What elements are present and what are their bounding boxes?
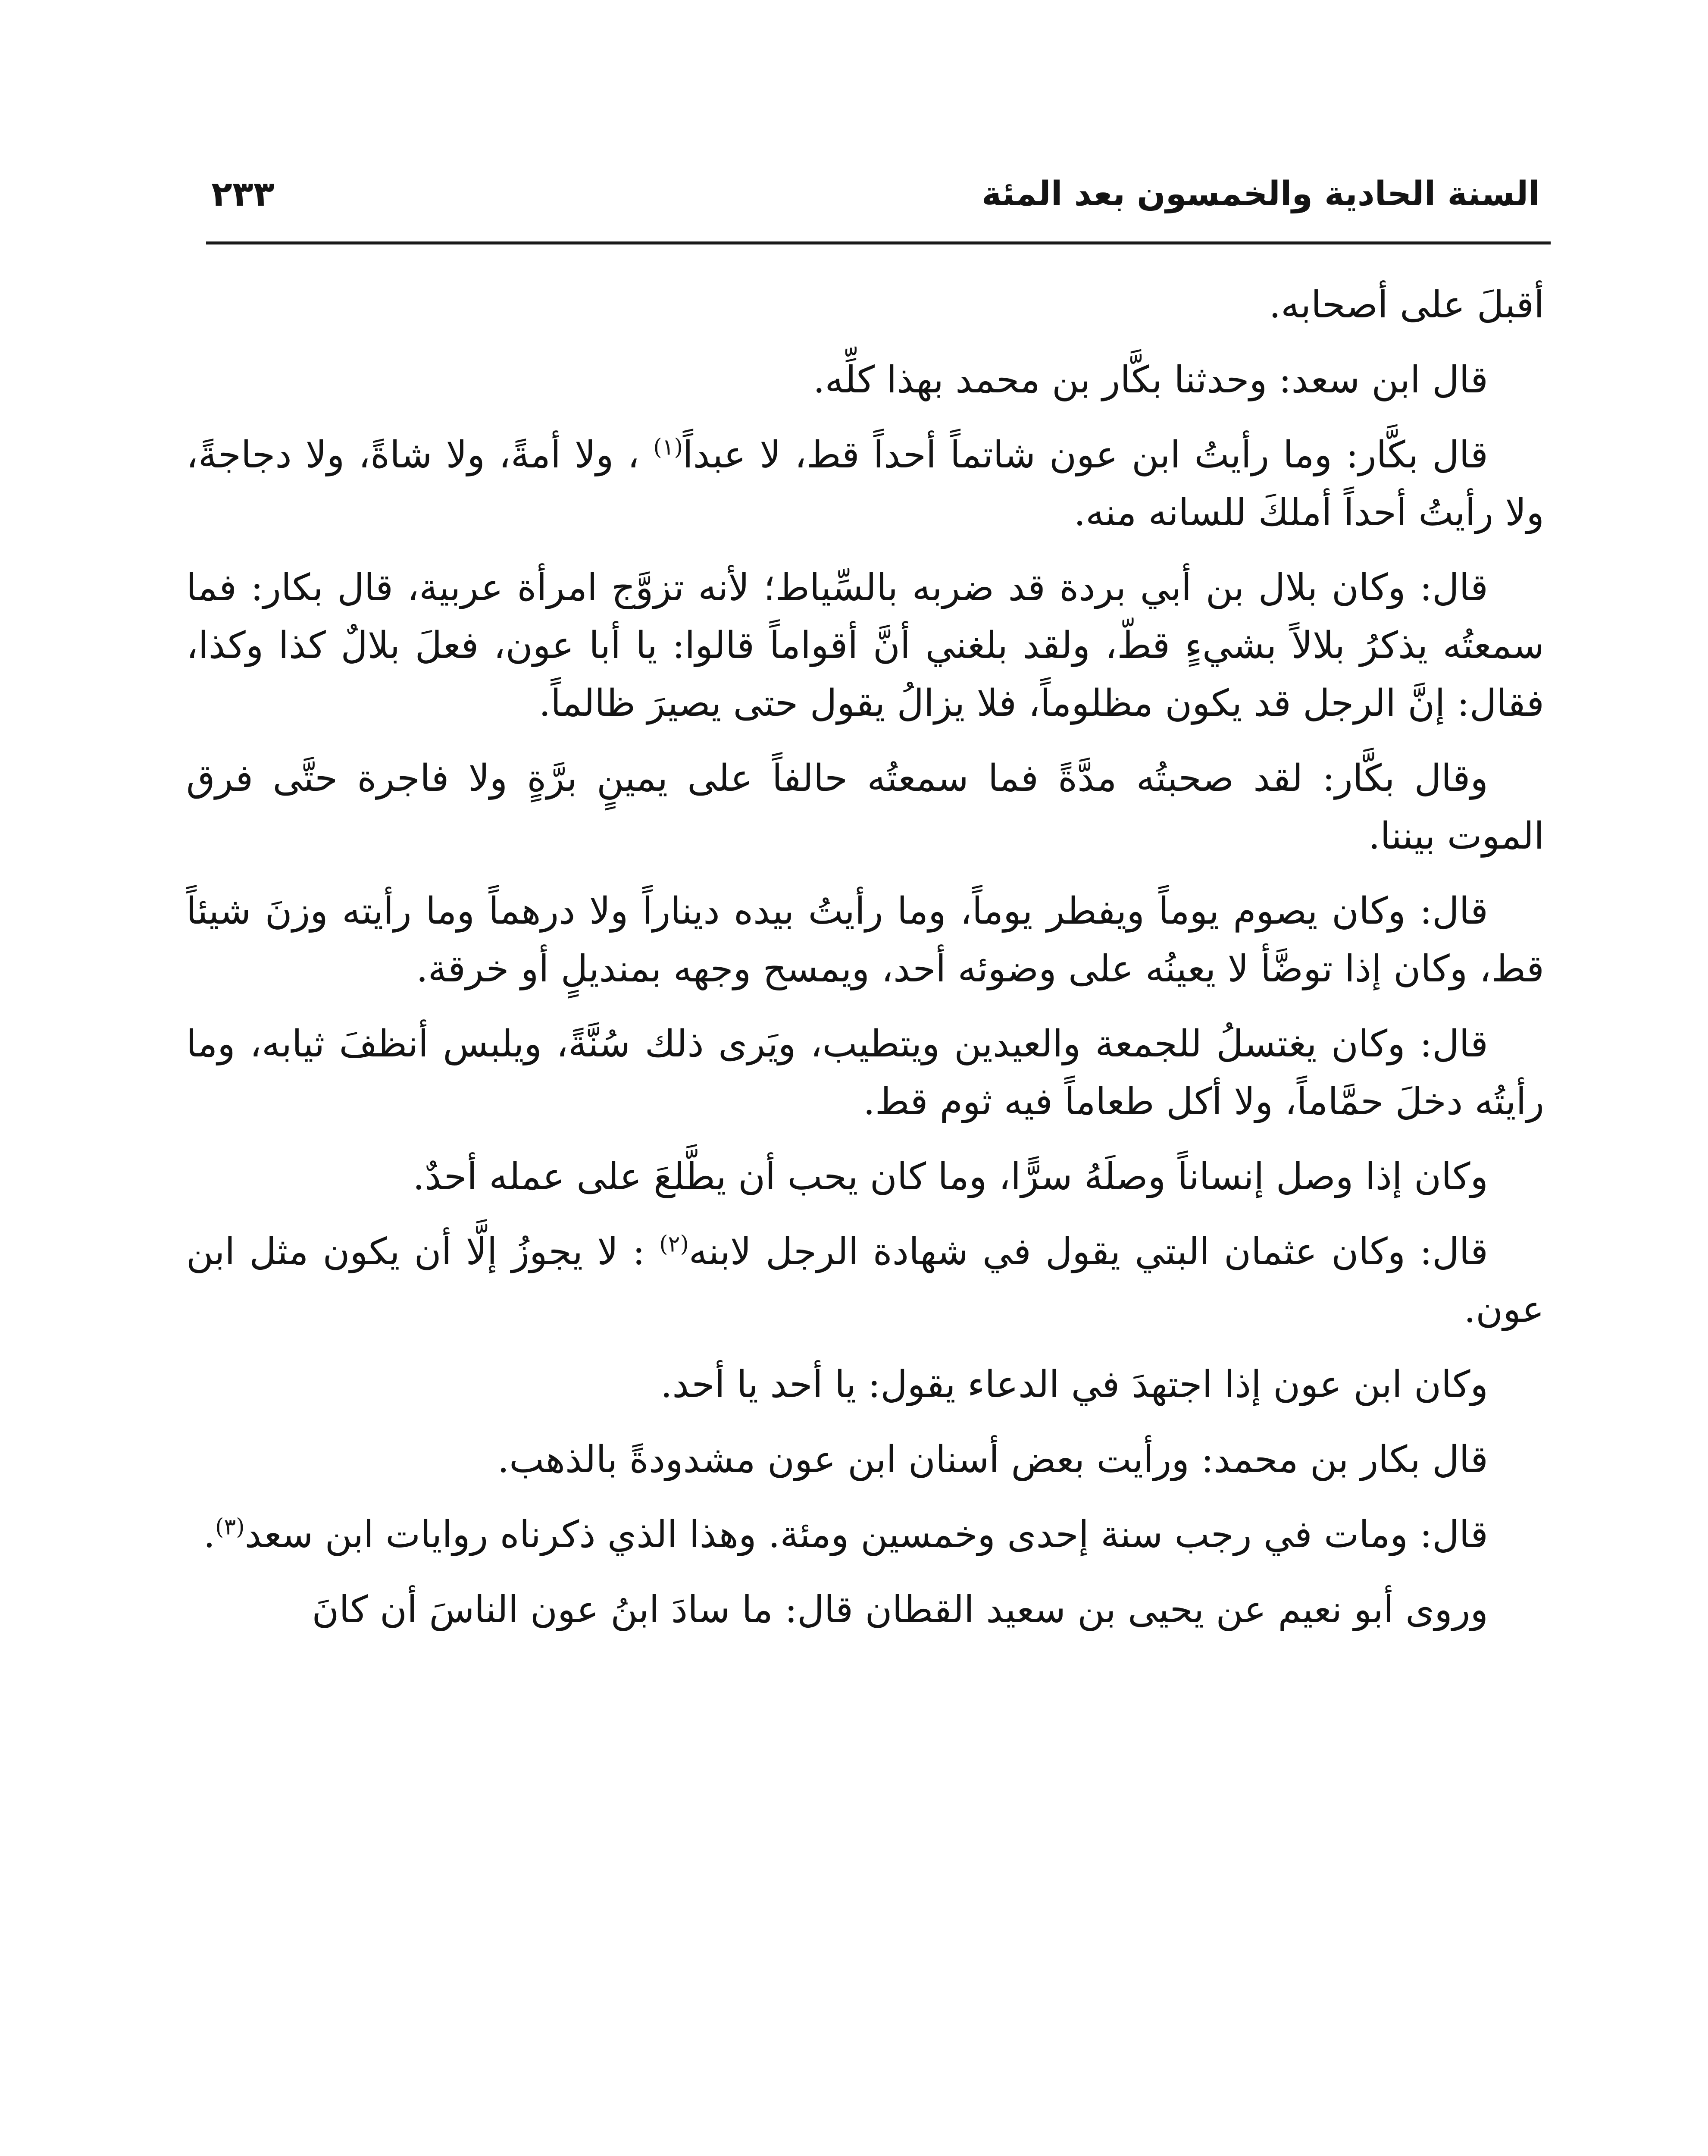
paragraph-8: وكان إذا وصل إنساناً وصلَهُ سرًّا، وما كان يحب أن يطَّلعَ على عمله أحدٌ. bbox=[413, 1155, 1488, 1198]
page-number: ٢٣٣ bbox=[211, 174, 275, 214]
paragraph-13: وروى أبو نعيم عن يحيى بن سعيد القطان قال: ما سادَ ابنُ عون الناسَ أن كانَ bbox=[312, 1588, 1488, 1631]
paragraph-3-text-a: قال بكَّار: وما رأيتُ ابن عون شاتماً أحداً قط، لا عبداً bbox=[682, 433, 1488, 476]
running-title: السنة الحادية والخمسون بعد المئة bbox=[982, 175, 1540, 213]
paragraph-5: وقال بكَّار: لقد صحبتُه مدَّةً فما سمعتُه حالفاً على يمينٍ برَّةٍ ولا فاجرة حتَّى فرق الموت بيننا. bbox=[186, 757, 1544, 858]
paragraph-11: قال بكار بن محمد: ورأيت بعض أسنان ابن عون مشدودةً بالذهب. bbox=[497, 1438, 1488, 1481]
footnote-ref-1: (١) bbox=[653, 434, 683, 461]
paragraph-3 bbox=[186, 426, 1544, 542]
paragraph-9 bbox=[186, 1223, 1544, 1338]
paragraph-7: قال: وكان يغتسلُ للجمعة والعيدين ويتطيب، ويَرى ذلك سُنَّةً، ويلبس أنظفَ ثيابه، وما رأيتُه دخلَ حمَّاماً، ولا أكل طعاماً فيه ثوم قط. bbox=[186, 1022, 1544, 1123]
running-header bbox=[211, 170, 1540, 218]
paragraph-10: وكان ابن عون إذا اجتهدَ في الدعاء يقول: يا أحد يا أحد. bbox=[660, 1363, 1488, 1406]
paragraph-6: قال: وكان يصوم يوماً ويفطر يوماً، وما رأيتُ بيده ديناراً ولا درهماً وما رأيته وزنَ شيئاً قط، وكان إذا توضَّأ لا يعينُه على وضوئه أحد، ويمسح وجهه بمنديلٍ أو خرقة. bbox=[186, 890, 1544, 990]
footnote-ref-3: (٣) bbox=[215, 1514, 245, 1540]
paragraph-12-text-a: قال: ومات في رجب سنة إحدى وخمسين ومئة. وهذا الذي ذكرناه روايات ابن سعد bbox=[244, 1513, 1488, 1556]
main-text bbox=[186, 276, 1544, 1656]
paragraph-9-text-b: : لا يجوزُ إلَّا أن يكون مثل ابن عون. bbox=[186, 1230, 1544, 1331]
paragraph-2: قال ابن سعد: وحدثنا بكَّار بن محمد بهذا كلِّه. bbox=[813, 358, 1488, 401]
paragraph-12 bbox=[186, 1506, 1544, 1564]
paragraph-4: قال: وكان بلال بن أبي بردة قد ضربه بالسِّياط؛ لأنه تزوَّج امرأة عربية، قال بكار: فما سمعتُه يذكرُ بلالاً بشيءٍ قطّ، ولقد بلغني أنَّ أقواماً قالوا: يا أبا عون، فعلَ بلالٌ كذا وكذا، فقال: إنَّ الرجل قد يكون مظلوماً، فلا يزالُ يقول حتى يصيرَ ظالماً. bbox=[186, 566, 1544, 725]
header-rule bbox=[206, 241, 1551, 244]
footnote-ref-2: (٢) bbox=[659, 1231, 689, 1257]
paragraph-12-text-b: . bbox=[203, 1513, 216, 1556]
paragraph-1: أقبلَ على أصحابه. bbox=[1269, 283, 1544, 326]
paragraph-3-text-b: ، ولا أمةً، ولا شاةً، ولا دجاجةً، ولا رأيتُ أحداً أملكَ للسانه منه. bbox=[186, 433, 1544, 534]
paragraph-9-text-a: قال: وكان عثمان البتي يقول في شهادة الرجل لابنه bbox=[688, 1230, 1488, 1273]
